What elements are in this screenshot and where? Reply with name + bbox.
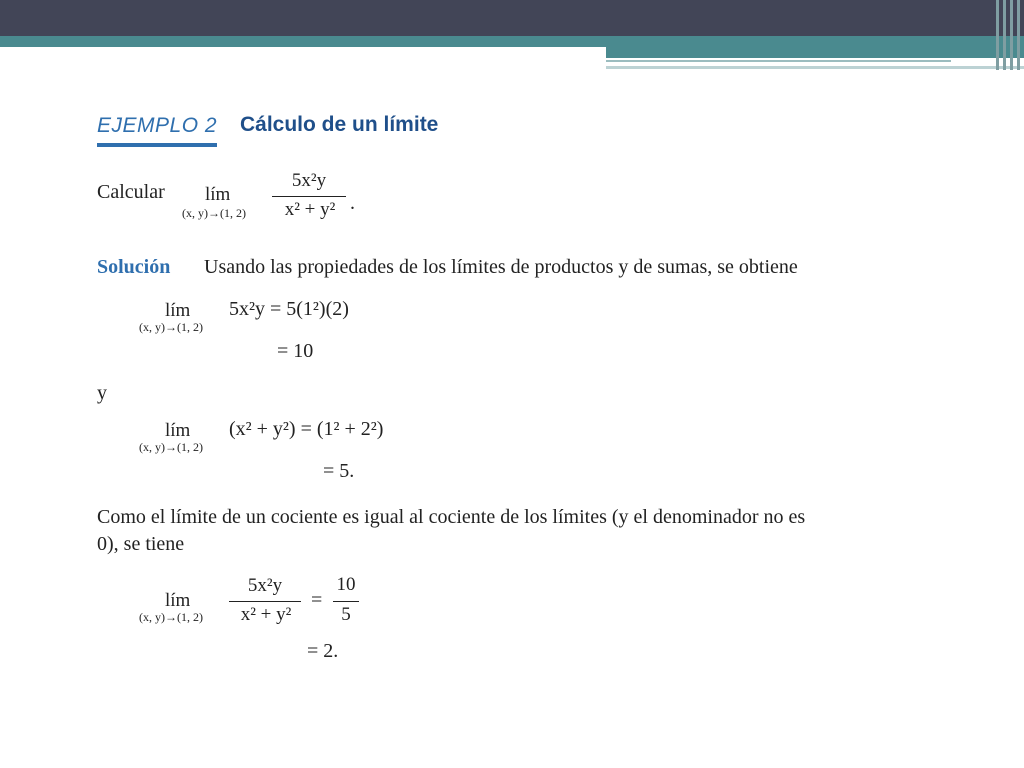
conjunction: y [97, 382, 107, 404]
example-label: EJEMPLO 2 [97, 114, 218, 137]
paragraph-line-2: 0), se tiene [97, 533, 185, 555]
eq3-fraction-bar [229, 601, 301, 602]
problem-denominator: x² + y² [284, 199, 336, 220]
problem-fraction-bar [272, 196, 346, 197]
eq3-lim: lím [165, 590, 191, 611]
problem-lim-sub: (x, y)→(1, 2) [182, 206, 246, 220]
slide-accent-line-2 [606, 66, 1024, 69]
example-underline [97, 143, 217, 147]
eq3-denominator: x² + y² [240, 604, 292, 625]
eq3-result: = 2. [307, 640, 339, 662]
eq3-numerator: 5x²y [247, 575, 283, 596]
slide-accent-line [606, 60, 951, 62]
eq2-lim: lím [165, 420, 191, 441]
slide-accent-bar-right [606, 47, 1024, 58]
eq1-result: = 10 [277, 340, 314, 362]
eq2-lim-sub: (x, y)→(1, 2) [139, 440, 203, 454]
solution-label: Solución [97, 256, 171, 278]
solution-text: Usando las propiedades de los límites de productos y de sumas, se obtiene [204, 256, 798, 278]
slide-header-bar [0, 0, 1024, 36]
slide-stripe [1017, 0, 1020, 70]
eq1-expression: 5x²y = 5(1²)(2) [229, 298, 349, 320]
paragraph-line-1: Como el límite de un cociente es igual al cociente de los límites (y el denominador no es [97, 506, 806, 528]
slide-accent-bar [0, 36, 1024, 47]
slide-stripe [1010, 0, 1013, 70]
eq2-result: = 5. [323, 460, 355, 482]
problem-end: . [350, 192, 355, 214]
eq1-lim-sub: (x, y)→(1, 2) [139, 320, 203, 334]
eq3-result-fraction-bar [333, 601, 359, 602]
eq2-expression: (x² + y²) = (1² + 2²) [229, 418, 384, 440]
problem-lim: lím [205, 184, 231, 205]
problem-numerator: 5x²y [291, 170, 327, 191]
eq3-equals: = [311, 589, 323, 611]
eq3-result-denominator: 5 [341, 604, 351, 625]
problem-prefix: Calcular [97, 181, 165, 203]
eq3-result-numerator: 10 [336, 574, 356, 595]
example-title: Cálculo de un límite [240, 113, 439, 136]
eq1-lim: lím [165, 300, 191, 321]
slide-stripe [1003, 0, 1006, 70]
slide-stripe [996, 0, 999, 70]
eq3-lim-sub: (x, y)→(1, 2) [139, 610, 203, 624]
